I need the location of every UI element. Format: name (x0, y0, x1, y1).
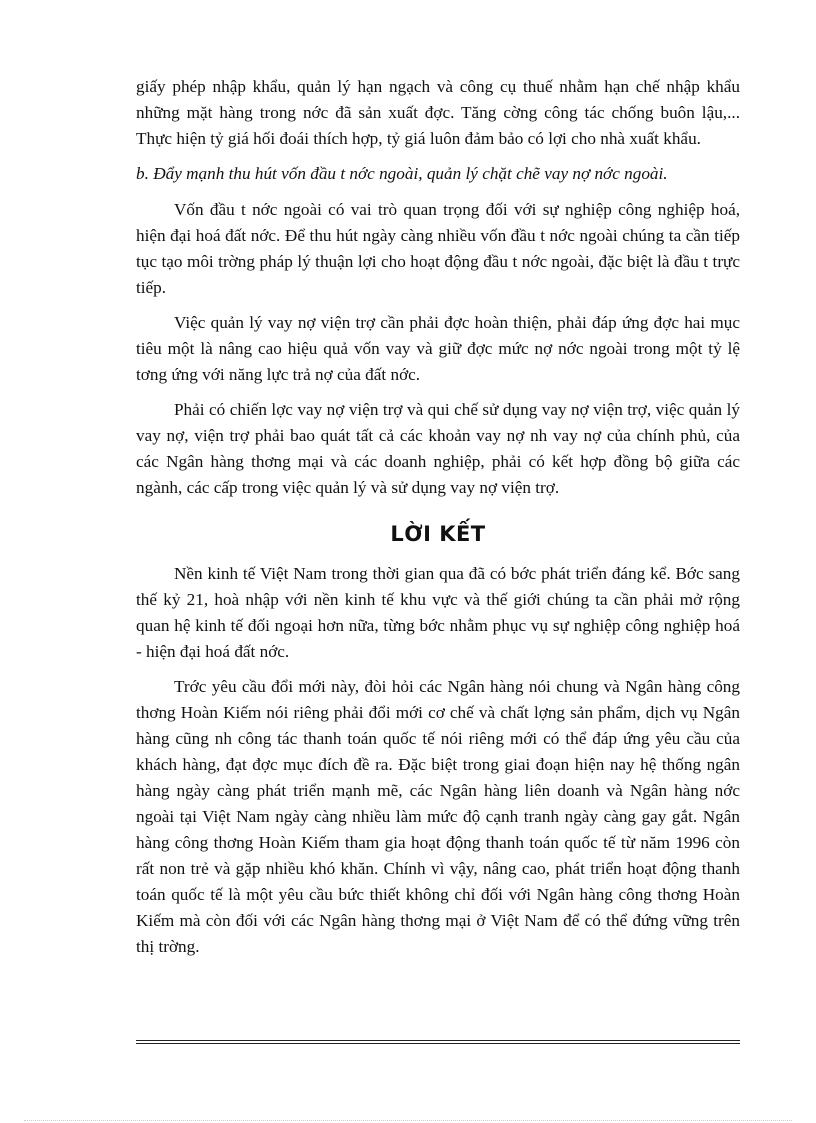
footer-rule-line (136, 1043, 740, 1044)
footer-rule-line (136, 1040, 740, 1041)
footer-double-rule (136, 1040, 740, 1046)
paragraph-debt-strategy: Phải có chiến lợc vay nợ viện trợ và qui chế sử dụng vay nợ viện trợ, việc quản lý vay nợ, viện trợ phải bao quát tất cả các khoản vay nợ nh vay nợ của chính phủ, của các Ngân hàng thơng mại và các doanh nghiệp, phải có kết hợp đồng bộ giữa các ngành, các cấp trong việc quản lý và sử dụng vay nợ viện trợ. (136, 400, 740, 497)
conclusion-heading: LỜI KẾT (390, 522, 486, 546)
paragraph-conclusion-economy: Nền kinh tế Việt Nam trong thời gian qua đã có bớc phát triển đáng kể. Bớc sang thế kỷ 21, hoà nhập với nền kinh tế khu vực và thế giới chúng ta cần phải mở rộng quan hệ kinh tế đối ngoại hơn nữa, từng bớc nhằm phục vụ sự nghiệp công nghiệp hoá - hiện đại hoá đất nớc. (136, 564, 740, 661)
section-b-title: b. Đẩy mạnh thu hút vốn đầu t nớc ngoài, quản lý chặt chẽ vay nợ nớc ngoài. (136, 164, 668, 183)
document-page (136, 74, 740, 969)
paragraph-foreign-investment: Vốn đầu t nớc ngoài có vai trò quan trọng đối với sự nghiệp công nghiệp hoá, hiện đại hoá đất nớc. Để thu hút ngày càng nhiều vốn đầu t nớc ngoài chúng ta cần tiếp tục tạo môi trờng pháp lý thuận lợi cho hoạt động đầu t nớc ngoài, đặc biệt là đầu t trực tiếp. (136, 200, 740, 297)
paragraph-conclusion-banking: Trớc yêu cầu đổi mới này, đòi hỏi các Ngân hàng nói chung và Ngân hàng công thơng Hoàn Kiếm nói riêng phải đổi mới cơ chế và chất lợng sản phẩm, dịch vụ Ngân hàng cũng nh công tác thanh toán quốc tế nói riêng mới có thể đáp ứng yêu cầu của khách hàng, đạt đợc mục đích đề ra. Đặc biệt trong giai đoạn hiện nay hệ thống ngân hàng ngày càng phát triển mạnh mẽ, các Ngân hàng liên doanh và Ngân hàng nớc ngoài tại Việt Nam ngày càng nhiều làm mức độ cạnh tranh ngày càng gay gắt. Ngân hàng công thơng Hoàn Kiếm tham gia hoạt động thanh toán quốc tế từ năm 1996 còn rất non trẻ và gặp nhiều khó khăn. Chính vì vậy, nâng cao, phát triển hoạt động thanh toán quốc tế là một yêu cầu bức thiết không chỉ đối với Ngân hàng công thơng Hoàn Kiếm mà còn đối với các Ngân hàng thơng mại ở Việt Nam để có thể đứng vững trên thị trờng. (136, 677, 740, 956)
paragraph-import-policy: giấy phép nhập khẩu, quản lý hạn ngạch và công cụ thuế nhằm hạn chế nhập khẩu những mặt hàng trong nớc đã sản xuất đợc. Tăng cờng công tác chống buôn lậu,... Thực hiện tỷ giá hối đoái thích hợp, tỷ giá luôn đảm bảo có lợi cho nhà xuất khẩu. (136, 77, 740, 148)
paragraph-debt-management: Việc quản lý vay nợ viện trợ cần phải đợc hoàn thiện, phải đáp ứng đợc hai mục tiêu một là nâng cao hiệu quả vốn vay và giữ đợc mức nợ nớc ngoài trong một tỷ lệ tơng ứng với năng lực trả nợ của đất nớc. (136, 313, 740, 384)
page-edge-divider (24, 1120, 792, 1121)
